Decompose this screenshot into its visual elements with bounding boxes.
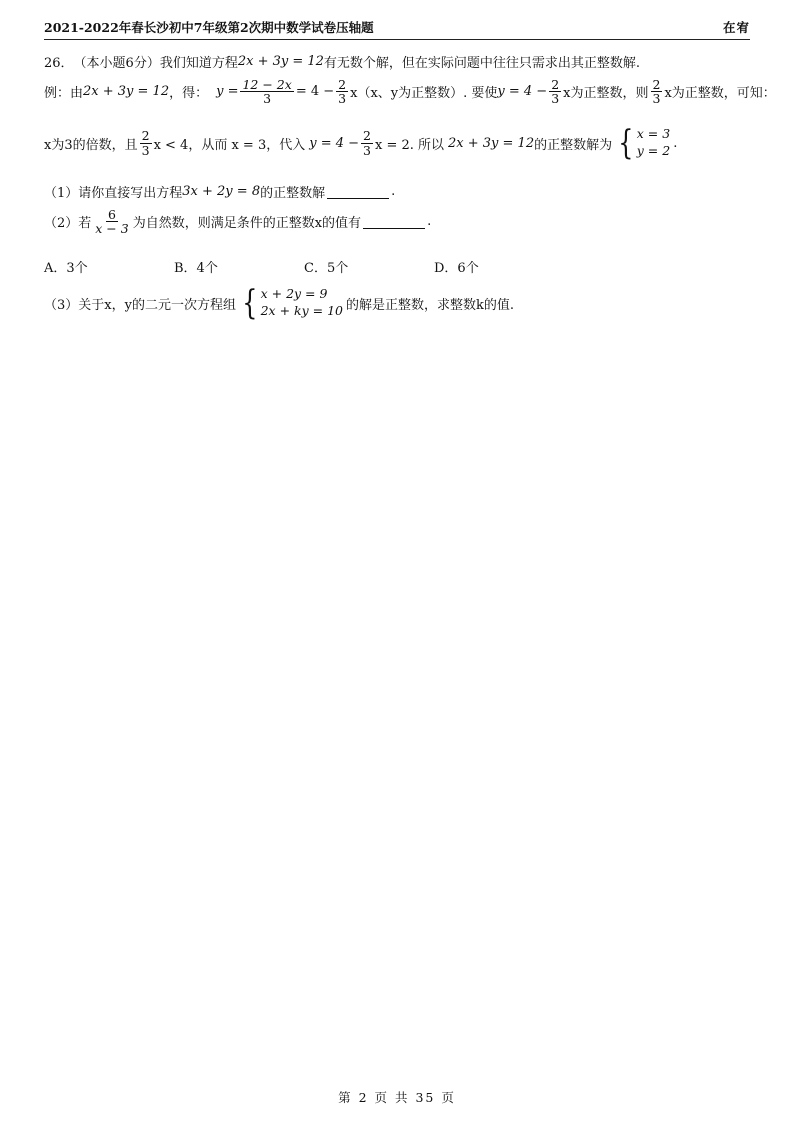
page-footer: 第 2 页 共 35 页 xyxy=(338,1090,456,1105)
fraction: $\frac{2}{3}$ xyxy=(141,128,150,158)
header-author: 在宥 xyxy=(722,20,750,35)
fraction: $\frac{2}{3}$ xyxy=(338,77,347,107)
answer-blank[interactable] xyxy=(327,184,389,199)
fraction: $\frac{12 - 2x}{3}$ xyxy=(242,77,292,107)
example-line-1: 例：由 2x + 3y = 12 ，得： y = $\frac{12 - 2x}{3}$ = 4 − $\frac{2}{3}$ x（x、y为正整数）. 要使 y = 4 − $\frac{2}{3}$ x为正整数，则 $\frac{2}{3}$ x为正整数，可知： xyxy=(44,77,776,107)
problem-intro: 26． （本小题6分）我们知道方程 2x + 3y = 12 有无数个解，但在实际问题中往往只需求出其正整数解. xyxy=(44,54,641,71)
fraction: $\frac{6}{x - 3}$ xyxy=(95,207,129,237)
choice-options xyxy=(44,257,564,276)
header-title: 2021-2022年春长沙初中7年级第2次期中数学试卷压轴题 xyxy=(44,20,374,35)
fraction: $\frac{2}{3}$ xyxy=(363,128,371,158)
equation-system: { x = 3 y = 2 xyxy=(618,123,671,163)
option-a[interactable]: A．3个 xyxy=(44,261,88,276)
option-d[interactable]: D．6个 xyxy=(434,261,479,276)
option-c[interactable]: C．5个 xyxy=(304,261,349,276)
option-b[interactable]: B．4个 xyxy=(174,261,218,276)
equation: 2x + 3y = 12 xyxy=(237,54,324,69)
question-1: （1）请你直接写出方程 3x + 2y = 8 的正整数解 . xyxy=(44,184,396,201)
question-2: （2）若 $\frac{6}{x - 3}$ 为自然数，则满足条件的正整数x的值有 . xyxy=(44,207,432,237)
page-header xyxy=(44,12,750,40)
fraction: $\frac{2}{3}$ xyxy=(652,77,661,107)
fraction: $\frac{2}{3}$ xyxy=(551,77,560,107)
equation-system: { x + 2y = 9 2x + ky = 10 xyxy=(242,283,343,323)
problem-number: 26． xyxy=(44,56,74,71)
example-line-2: x为3的倍数，且 $\frac{2}{3}$ x < 4，从而 x = 3，代入 y = 4 − $\frac{2}{3}$ x = 2. 所以 2x + 3y = 12 的正整数解为 { x = 3 y = 2 . xyxy=(44,123,678,163)
answer-blank[interactable] xyxy=(363,214,425,229)
question-3: （3）关于x，y的二元一次方程组 { x + 2y = 9 2x + ky = 10 的解是正整数，求整数k的值. xyxy=(44,283,514,323)
